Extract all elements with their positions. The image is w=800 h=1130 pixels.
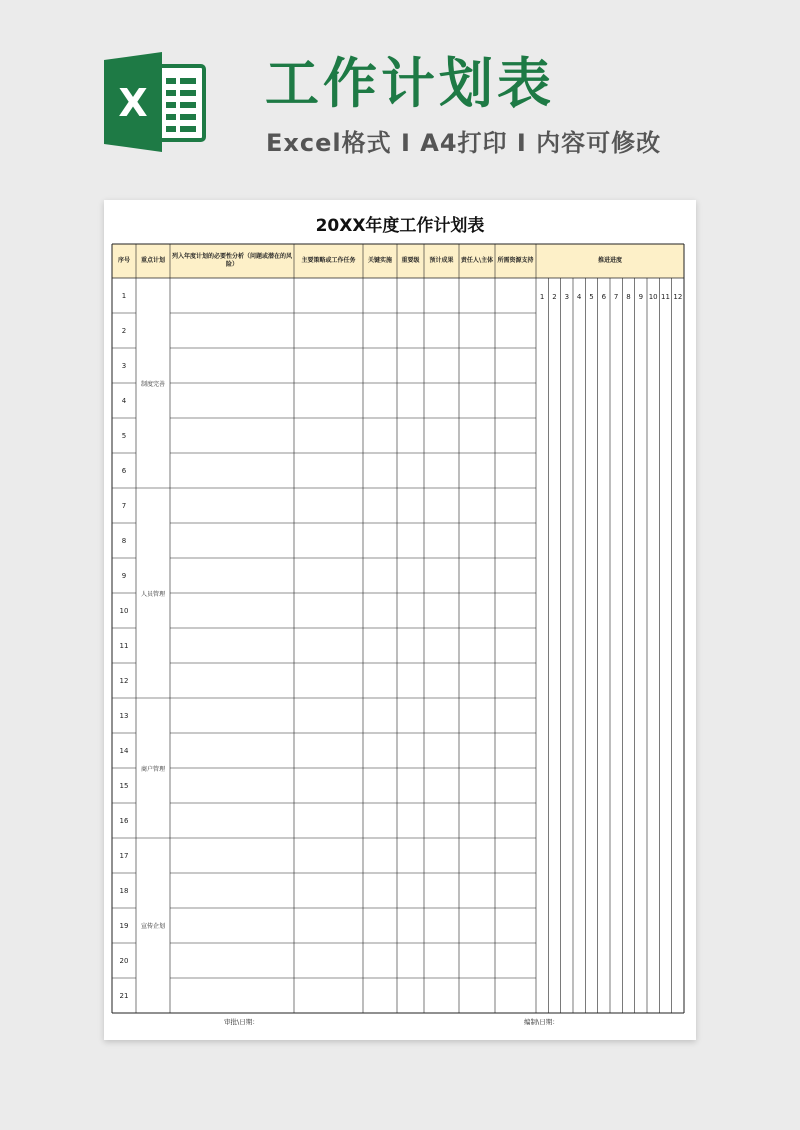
month-label-11: 11 xyxy=(661,293,670,301)
row-number-8: 8 xyxy=(121,536,127,545)
table-grid xyxy=(104,200,696,1040)
excel-icon xyxy=(100,52,210,152)
row-number-6: 6 xyxy=(121,466,127,475)
category-1: 制度完善 xyxy=(140,380,165,388)
month-label-9: 9 xyxy=(638,293,644,301)
row-number-20: 20 xyxy=(119,956,129,965)
month-label-8: 8 xyxy=(626,293,631,301)
month-label-6: 6 xyxy=(601,293,607,301)
month-label-5: 5 xyxy=(589,293,594,301)
row-number-12: 12 xyxy=(119,676,129,685)
header-cell-1: 序号 xyxy=(117,257,130,264)
row-number-4: 4 xyxy=(121,396,127,405)
banner xyxy=(0,0,800,200)
header-cell-4: 主要策略或工作任务 xyxy=(301,257,356,264)
row-number-13: 13 xyxy=(119,711,129,720)
category-2: 人员管理 xyxy=(140,590,165,598)
row-number-3: 3 xyxy=(121,361,127,370)
header-cell-5: 关键实施 xyxy=(367,257,392,264)
month-label-12: 12 xyxy=(673,293,683,301)
header-cell-2: 重点计划 xyxy=(140,257,165,264)
banner-title: 工作计划表 xyxy=(265,52,555,115)
row-number-15: 15 xyxy=(119,781,129,790)
category-3: 商户管理 xyxy=(140,765,165,773)
row-number-14: 14 xyxy=(119,746,129,755)
month-label-1: 1 xyxy=(539,293,545,301)
month-label-7: 7 xyxy=(613,293,619,301)
row-number-16: 16 xyxy=(119,816,129,825)
header-cell-8: 责任人\主体 xyxy=(460,257,494,264)
sheet-title: 20XX年度工作计划表 xyxy=(315,216,485,236)
excel-logo-letter: X xyxy=(118,81,148,125)
month-label-3: 3 xyxy=(564,293,570,301)
row-number-11: 11 xyxy=(119,641,129,650)
header-cell-7: 预计成果 xyxy=(429,257,454,264)
month-label-2: 2 xyxy=(552,293,557,301)
row-number-19: 19 xyxy=(119,921,129,930)
month-label-4: 4 xyxy=(576,293,582,301)
header-cell-9: 所需资源支持 xyxy=(497,257,534,264)
category-4: 宣传企划 xyxy=(140,923,165,930)
header-cell-10: 推进进度 xyxy=(597,257,622,264)
row-number-10: 10 xyxy=(119,606,129,615)
row-number-1: 1 xyxy=(121,291,127,300)
row-number-17: 17 xyxy=(119,851,129,860)
row-number-18: 18 xyxy=(119,886,129,895)
row-number-5: 5 xyxy=(121,431,127,440)
header-cell-3: 列入年度计划的必要性分析（问题或潜在的风险） xyxy=(171,253,292,268)
row-number-7: 7 xyxy=(121,501,127,510)
month-label-10: 10 xyxy=(648,293,658,301)
sheet-page xyxy=(104,200,696,1040)
row-number-21: 21 xyxy=(119,991,129,1000)
row-number-9: 9 xyxy=(121,571,127,580)
header-cell-6: 重要级 xyxy=(401,257,420,264)
banner-subtitle: Excel格式 I A4打印 I 内容可修改 xyxy=(266,129,662,157)
footer-approve: 审批\日期： xyxy=(224,1018,259,1026)
row-number-2: 2 xyxy=(121,326,127,335)
footer-prepare: 编制\日期： xyxy=(524,1018,559,1026)
